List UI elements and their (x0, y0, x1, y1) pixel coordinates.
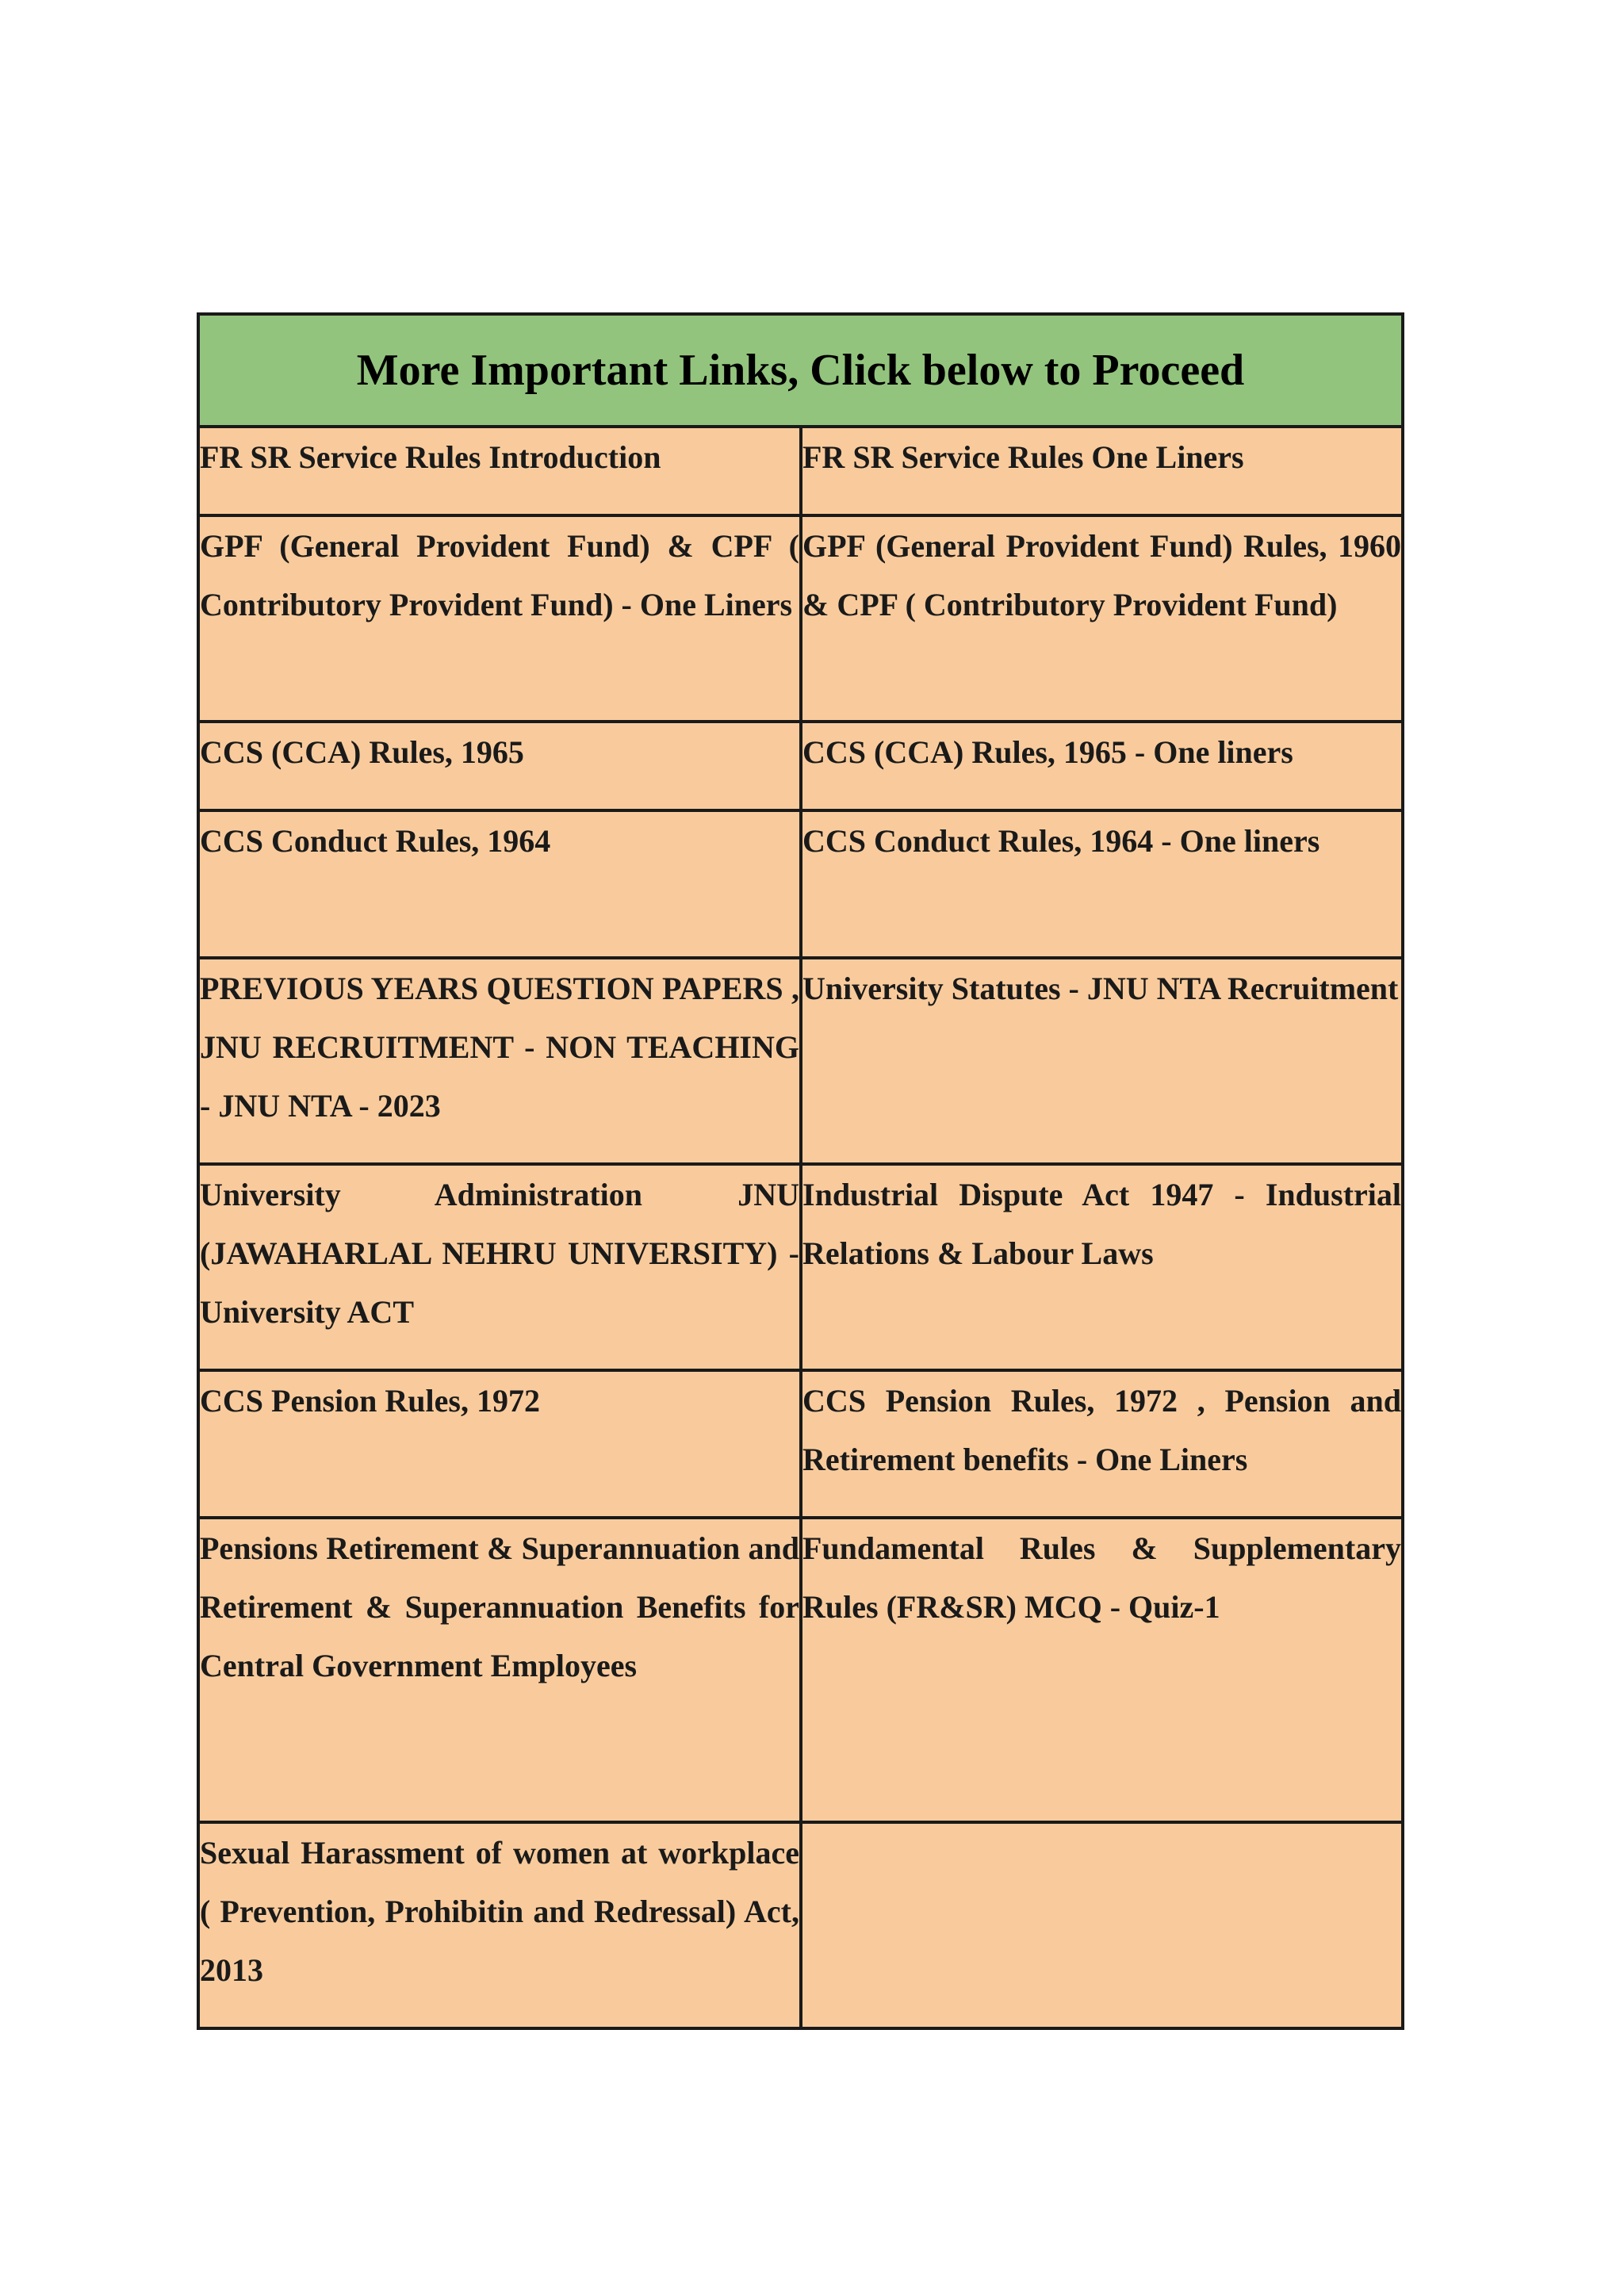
table-row (198, 1518, 1403, 1822)
link-cell (801, 722, 1403, 810)
link-ccs-pension-one-liners[interactable]: CCS Pension Rules, 1972 , Pension and Retirement benefits - One Liners (802, 1383, 1401, 1477)
table-row (198, 1164, 1403, 1370)
link-cell (801, 1164, 1403, 1370)
link-university-administration[interactable]: University Administration JNU (JAWAHARLAL NEHRU UNIVERSITY) - University ACT (200, 1177, 799, 1330)
link-cell (801, 1370, 1403, 1518)
link-gpf-rules-1960[interactable]: GPF (General Provident Fund) Rules, 1960 & CPF ( Contributory Provident Fund) (802, 528, 1401, 622)
link-ccs-pension-rules[interactable]: CCS Pension Rules, 1972 (200, 1383, 540, 1419)
table-row (198, 427, 1403, 515)
table-row (198, 1370, 1403, 1518)
link-cell (801, 810, 1403, 958)
link-cell (198, 427, 801, 515)
link-cell (198, 515, 801, 722)
important-links-table (197, 312, 1404, 2030)
link-cell (198, 810, 801, 958)
link-ccs-conduct-one-liners[interactable]: CCS Conduct Rules, 1964 - One liners (802, 823, 1320, 859)
link-cell (198, 722, 801, 810)
link-fr-sr-mcq-quiz[interactable]: Fundamental Rules & Supplementary Rules (FR&SR) MCQ - Quiz-1 (802, 1530, 1401, 1625)
link-fr-sr-introduction[interactable]: FR SR Service Rules Introduction (200, 439, 661, 475)
link-fr-sr-one-liners[interactable]: FR SR Service Rules One Liners (802, 439, 1244, 475)
link-cell (198, 958, 801, 1164)
table-row (198, 722, 1403, 810)
link-sexual-harassment-act[interactable]: Sexual Harassment of women at workplace ( Prevention, Prohibitin and Redressal) Act, 2013 (200, 1835, 799, 1988)
table-row (198, 1822, 1403, 2028)
link-industrial-dispute-act[interactable]: Industrial Dispute Act 1947 - Industrial Relations & Labour Laws (802, 1177, 1401, 1271)
link-ccs-conduct-rules[interactable]: CCS Conduct Rules, 1964 (200, 823, 551, 859)
table-row (198, 810, 1403, 958)
link-previous-years-papers[interactable]: PREVIOUS YEARS QUESTION PAPERS , JNU RECRUITMENT - NON TEACHING - JNU NTA - 2023 (200, 971, 799, 1124)
table-row (198, 515, 1403, 722)
link-cell (801, 427, 1403, 515)
link-cell (801, 515, 1403, 722)
link-cell (198, 1370, 801, 1518)
link-ccs-cca-rules[interactable]: CCS (CCA) Rules, 1965 (200, 734, 524, 770)
table-row (198, 958, 1403, 1164)
empty-cell (801, 1822, 1403, 2028)
link-cell (198, 1518, 801, 1822)
link-cell (198, 1822, 801, 2028)
link-cell (198, 1164, 801, 1370)
link-cell (801, 958, 1403, 1164)
table-title: More Important Links, Click below to Proceed (198, 314, 1403, 427)
link-university-statutes[interactable]: University Statutes - JNU NTA Recruitment (802, 971, 1399, 1006)
link-pensions-retirement-superannuation[interactable]: Pensions Retirement & Superannuation and Retirement & Superannuation Benefits for Central Government Employees (200, 1530, 799, 1683)
link-cell (801, 1518, 1403, 1822)
link-ccs-cca-one-liners[interactable]: CCS (CCA) Rules, 1965 - One liners (802, 734, 1293, 770)
link-gpf-cpf-one-liners[interactable]: GPF (General Provident Fund) & CPF ( Contributory Provident Fund) - One Liners (200, 528, 799, 622)
